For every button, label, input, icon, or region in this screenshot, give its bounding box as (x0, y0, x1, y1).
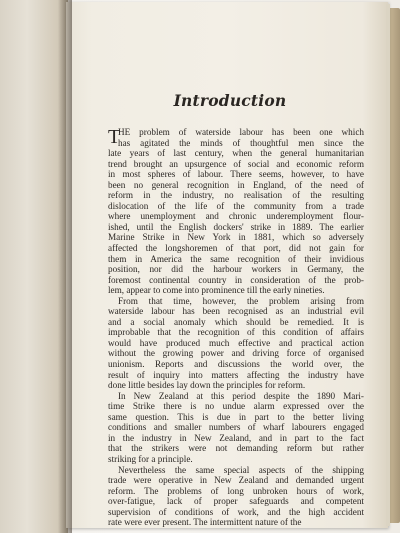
text-line: position, nor did the harbour workers in Germany, the (108, 264, 364, 275)
text-line: without the growing power and driving force of organised (108, 348, 364, 359)
text-line: them in America the same recognition of their invidious (108, 253, 364, 264)
text-line: In New Zealand at this period despite the 1890 Mari- (118, 390, 364, 401)
text-line: unionism. Reports and discussions the world over, the (108, 359, 364, 370)
text-line: would have produced much effective and practical action (108, 337, 364, 348)
text-line: lem, appear to come into prominence till the early nineties. (108, 285, 325, 296)
text-line: result of inquiry into matters affecting the industry have (108, 369, 364, 380)
body-text (108, 127, 364, 528)
text-line: From that time, however, the problem arising from (118, 295, 364, 306)
text-line: and a social anomaly which should be remedied. It is (108, 316, 364, 327)
text-line: supervision of conditions of work, and the high accident (108, 506, 364, 517)
text-line: ished, until the English dockers' strike in 1889. The earlier (108, 221, 364, 232)
text-line: HE problem of waterside labour has been one which (118, 127, 364, 137)
text-line: late years of last century, when the general humanitarian (108, 148, 364, 159)
text-line: same question. This is due in part to the better living (108, 411, 364, 422)
text-line: reform. The problems of long unbroken hours of work, (108, 485, 364, 496)
text-line: dislocation of the life of the community from a trade (108, 200, 364, 211)
text-line: Nevertheless the same special aspects of the shipping (118, 464, 364, 475)
text-line: Marine Strike in New York in 1881, which so adversely (108, 232, 364, 243)
text-line: affected the longshoremen of that port, did not gain for (108, 243, 364, 254)
text-line: done little besides lay down the principles for reform. (108, 380, 306, 391)
text-line: conditions and smaller numbers of wharf labourers engaged (108, 422, 364, 433)
text-line: trade were operative in New Zealand and demanded urgent (108, 475, 364, 486)
text-line: foremost continental country in consideration of the prob- (108, 274, 364, 285)
text-line: striking for a principle. (108, 453, 193, 464)
text-line: in most spheres of labour. There seems, however, to have (108, 169, 364, 180)
page-edges (386, 4, 390, 526)
text-line: reform in the industry, no realisation of the resulting (108, 190, 364, 201)
text-line: over-fatigue, lack of proper safeguards and competent (108, 496, 364, 507)
drop-cap: T (108, 126, 121, 148)
text-line: trend brought an upsurgence of social and economic reform (108, 158, 364, 169)
text-line: has agitated the minds of thoughtful men since the (118, 137, 364, 148)
text-line: been no general recognition in England, of the need of (108, 179, 364, 190)
text-line: improbable that the recognition of this condition of affairs (108, 327, 364, 338)
text-line: where unemployment and chronic underemployment flour- (108, 211, 364, 222)
chapter-title: Introduction (173, 91, 287, 110)
text-line: time Strike there is no undue alarm expressed over the (108, 401, 364, 412)
text-line: rate were ever present. The intermittent nature of the (108, 517, 302, 528)
book-gutter (58, 0, 72, 533)
text-line: that the strikers were not demanding reform but rather (108, 443, 364, 454)
text-line: waterside labour has been recognised as an industrial evil (108, 306, 364, 317)
text-line: in the industry in New Zealand, and in part to the fact (108, 432, 364, 443)
